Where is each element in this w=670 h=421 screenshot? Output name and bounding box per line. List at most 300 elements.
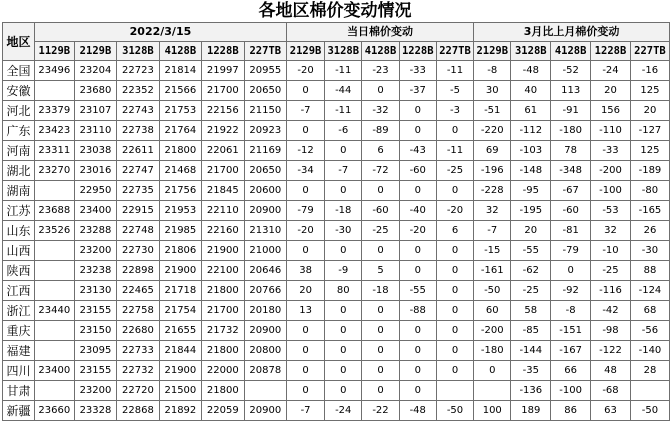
daily-change-cell: 0 (436, 361, 473, 381)
monthly-change-cell: -110 (591, 121, 631, 141)
price-cell: 22868 (117, 401, 159, 421)
daily-change-cell: 0 (436, 321, 473, 341)
daily-change-cell (436, 381, 473, 401)
monthly-change-group-header: 3月比上月棉价变动 (474, 23, 670, 42)
column-header: 4128B (551, 42, 591, 61)
daily-change-group-header: 当日棉价变动 (287, 23, 474, 42)
group-header-row (3, 23, 670, 42)
monthly-change-cell: 156 (591, 101, 631, 121)
price-cell: 22735 (117, 181, 159, 201)
table-row (3, 161, 670, 181)
daily-change-cell: 0 (436, 241, 473, 261)
price-cell: 21985 (159, 221, 201, 241)
column-header: 227TB (436, 42, 473, 61)
price-cell: 22000 (202, 361, 244, 381)
daily-change-cell: 0 (399, 121, 436, 141)
daily-change-cell: 0 (325, 241, 362, 261)
table-row (3, 401, 670, 421)
daily-change-cell: 0 (325, 381, 362, 401)
region-cell: 山西 (3, 241, 35, 261)
region-cell: 四川 (3, 361, 35, 381)
daily-change-cell: 0 (399, 321, 436, 341)
monthly-change-cell: 40 (511, 81, 551, 101)
daily-change-cell: 0 (362, 301, 399, 321)
price-cell: 20650 (244, 161, 286, 181)
region-cell: 湖北 (3, 161, 35, 181)
region-cell: 安徽 (3, 81, 35, 101)
price-cell: 23155 (74, 301, 116, 321)
monthly-change-cell: 88 (630, 261, 669, 281)
monthly-change-cell: -81 (551, 221, 591, 241)
monthly-change-cell: 32 (474, 201, 511, 221)
monthly-change-cell: -30 (630, 241, 669, 261)
monthly-change-cell: 100 (474, 401, 511, 421)
monthly-change-cell: -151 (551, 321, 591, 341)
price-cell: 21953 (159, 201, 201, 221)
monthly-change-cell: -24 (591, 61, 631, 81)
price-cell: 22160 (202, 221, 244, 241)
daily-change-cell: -43 (399, 141, 436, 161)
daily-change-cell: -11 (436, 61, 473, 81)
daily-change-cell: 6 (362, 141, 399, 161)
monthly-change-cell: 125 (630, 141, 669, 161)
daily-change-cell: -11 (325, 101, 362, 121)
daily-change-cell: -7 (287, 401, 325, 421)
daily-change-cell: 0 (325, 141, 362, 161)
daily-change-cell: -60 (362, 201, 399, 221)
price-cell: 20923 (244, 121, 286, 141)
price-cell: 23440 (34, 301, 74, 321)
daily-change-cell: 0 (436, 181, 473, 201)
daily-change-cell: -5 (436, 81, 473, 101)
monthly-change-cell: -180 (551, 121, 591, 141)
monthly-change-cell: -195 (511, 201, 551, 221)
monthly-change-cell: -8 (551, 301, 591, 321)
daily-change-cell: 0 (287, 241, 325, 261)
price-cell: 20646 (244, 261, 286, 281)
daily-change-cell: 0 (325, 361, 362, 381)
price-cell: 21900 (159, 361, 201, 381)
daily-change-cell: -89 (362, 121, 399, 141)
monthly-change-cell: -167 (551, 341, 591, 361)
monthly-change-cell: -92 (551, 281, 591, 301)
monthly-change-cell: -91 (551, 101, 591, 121)
column-header: 1228B (399, 42, 436, 61)
monthly-change-cell: -52 (551, 61, 591, 81)
price-cell: 23526 (34, 221, 74, 241)
daily-change-cell: -6 (325, 121, 362, 141)
daily-change-cell: 80 (325, 281, 362, 301)
region-cell: 江苏 (3, 201, 35, 221)
region-cell: 湖南 (3, 181, 35, 201)
table-row (3, 221, 670, 241)
region-cell: 福建 (3, 341, 35, 361)
region-column-header: 地区 (3, 23, 35, 61)
monthly-change-cell: -60 (551, 201, 591, 221)
region-cell: 新疆 (3, 401, 35, 421)
daily-change-cell: 0 (436, 121, 473, 141)
price-cell: 21800 (159, 141, 201, 161)
region-cell: 广东 (3, 121, 35, 141)
daily-change-cell: 0 (287, 381, 325, 401)
daily-change-cell: 0 (436, 281, 473, 301)
monthly-change-cell: -348 (551, 161, 591, 181)
price-cell: 23038 (74, 141, 116, 161)
monthly-change-cell: 48 (591, 361, 631, 381)
daily-change-cell: -30 (325, 221, 362, 241)
monthly-change-cell: -165 (630, 201, 669, 221)
monthly-change-cell: -127 (630, 121, 669, 141)
monthly-change-cell: -100 (551, 381, 591, 401)
monthly-change-cell: -55 (511, 241, 551, 261)
monthly-change-cell: 66 (551, 361, 591, 381)
column-header: 227TB (244, 42, 286, 61)
cotton-price-table (2, 22, 670, 421)
daily-change-cell: -34 (287, 161, 325, 181)
monthly-change-cell (474, 381, 511, 401)
monthly-change-cell: 26 (630, 221, 669, 241)
monthly-change-cell: -95 (511, 181, 551, 201)
price-cell: 22732 (117, 361, 159, 381)
daily-change-cell: -44 (325, 81, 362, 101)
table-row (3, 241, 670, 261)
price-cell: 23379 (34, 101, 74, 121)
price-cell: 20766 (244, 281, 286, 301)
monthly-change-cell: -85 (511, 321, 551, 341)
daily-change-cell: -50 (436, 401, 473, 421)
monthly-change-cell: -68 (591, 381, 631, 401)
monthly-change-cell: -220 (474, 121, 511, 141)
table-row (3, 61, 670, 81)
column-header: 3128B (117, 42, 159, 61)
price-cell: 21000 (244, 241, 286, 261)
monthly-change-cell: -100 (591, 181, 631, 201)
price-cell: 21150 (244, 101, 286, 121)
price-cell: 20878 (244, 361, 286, 381)
daily-change-cell: -60 (399, 161, 436, 181)
price-cell (34, 381, 74, 401)
column-header: 1228B (591, 42, 631, 61)
daily-change-cell: -20 (287, 221, 325, 241)
daily-change-cell: -33 (399, 61, 436, 81)
price-cell: 21800 (202, 341, 244, 361)
daily-change-cell: 0 (362, 81, 399, 101)
price-cell: 22758 (117, 301, 159, 321)
price-cell: 21997 (202, 61, 244, 81)
monthly-change-cell: -62 (511, 261, 551, 281)
price-cell: 22720 (117, 381, 159, 401)
daily-change-cell: -20 (399, 221, 436, 241)
price-cell: 22611 (117, 141, 159, 161)
price-cell: 20900 (244, 321, 286, 341)
monthly-change-cell: -35 (511, 361, 551, 381)
price-cell: 20650 (244, 81, 286, 101)
daily-change-cell: 0 (287, 121, 325, 141)
daily-change-cell: 0 (287, 321, 325, 341)
daily-change-cell: -32 (362, 101, 399, 121)
column-header: 3128B (325, 42, 362, 61)
daily-change-cell: -23 (362, 61, 399, 81)
monthly-change-cell: -25 (511, 281, 551, 301)
price-cell: 23328 (74, 401, 116, 421)
daily-change-cell: 0 (399, 361, 436, 381)
price-cell: 21900 (202, 241, 244, 261)
price-cell: 23680 (74, 81, 116, 101)
column-header: 4128B (362, 42, 399, 61)
monthly-change-cell: 20 (511, 221, 551, 241)
price-cell: 23107 (74, 101, 116, 121)
region-cell: 山东 (3, 221, 35, 241)
monthly-change-cell: 58 (511, 301, 551, 321)
price-cell: 21845 (202, 181, 244, 201)
region-cell: 河北 (3, 101, 35, 121)
daily-change-cell: -7 (287, 101, 325, 121)
price-cell: 23311 (34, 141, 74, 161)
region-cell: 江西 (3, 281, 35, 301)
price-cell: 23155 (74, 361, 116, 381)
table-row (3, 301, 670, 321)
table-row (3, 321, 670, 341)
daily-change-cell: -25 (362, 221, 399, 241)
daily-change-cell: 0 (399, 261, 436, 281)
price-group-header: 2022/3/15 (34, 23, 286, 42)
price-cell (34, 321, 74, 341)
daily-change-cell: 0 (287, 341, 325, 361)
daily-change-cell: 0 (287, 361, 325, 381)
column-header: 2129B (74, 42, 116, 61)
monthly-change-cell: -16 (630, 61, 669, 81)
monthly-change-cell: -10 (591, 241, 631, 261)
daily-change-cell: -24 (325, 401, 362, 421)
price-cell: 23016 (74, 161, 116, 181)
daily-change-cell: 0 (325, 321, 362, 341)
monthly-change-cell: -148 (511, 161, 551, 181)
daily-change-cell: 0 (399, 101, 436, 121)
price-cell: 22465 (117, 281, 159, 301)
monthly-change-cell: 61 (511, 101, 551, 121)
price-cell: 22730 (117, 241, 159, 261)
monthly-change-cell: 0 (551, 261, 591, 281)
table-row (3, 141, 670, 161)
region-cell: 陕西 (3, 261, 35, 281)
monthly-change-cell: -116 (591, 281, 631, 301)
daily-change-cell: -7 (325, 161, 362, 181)
price-cell: 21718 (159, 281, 201, 301)
monthly-change-cell: -124 (630, 281, 669, 301)
monthly-change-cell: -50 (474, 281, 511, 301)
monthly-change-cell: -42 (591, 301, 631, 321)
daily-change-cell: -3 (436, 101, 473, 121)
column-header: 1228B (202, 42, 244, 61)
daily-change-cell: -40 (399, 201, 436, 221)
price-cell: 23095 (74, 341, 116, 361)
price-cell: 20900 (244, 201, 286, 221)
price-cell: 21700 (202, 301, 244, 321)
daily-change-cell: 0 (399, 381, 436, 401)
daily-change-cell: -25 (436, 161, 473, 181)
price-cell: 22100 (202, 261, 244, 281)
price-cell: 23110 (74, 121, 116, 141)
monthly-change-cell: 78 (551, 141, 591, 161)
daily-change-cell: 0 (436, 301, 473, 321)
table-row (3, 121, 670, 141)
monthly-change-cell: 30 (474, 81, 511, 101)
price-cell: 21800 (202, 381, 244, 401)
monthly-change-cell (630, 381, 669, 401)
price-cell: 21800 (202, 281, 244, 301)
price-cell: 20900 (244, 401, 286, 421)
monthly-change-cell: -140 (630, 341, 669, 361)
daily-change-cell: 0 (399, 341, 436, 361)
price-cell: 21806 (159, 241, 201, 261)
monthly-change-cell: -189 (630, 161, 669, 181)
daily-change-cell: -20 (287, 61, 325, 81)
price-cell: 22950 (74, 181, 116, 201)
daily-change-cell: 38 (287, 261, 325, 281)
price-cell: 22059 (202, 401, 244, 421)
daily-change-cell: -9 (325, 261, 362, 281)
price-cell: 22733 (117, 341, 159, 361)
price-cell: 21814 (159, 61, 201, 81)
price-cell: 21754 (159, 301, 201, 321)
monthly-change-cell: -50 (630, 401, 669, 421)
price-cell: 20180 (244, 301, 286, 321)
price-cell: 23130 (74, 281, 116, 301)
monthly-change-cell: -200 (474, 321, 511, 341)
price-cell: 22156 (202, 101, 244, 121)
column-header: 227TB (630, 42, 669, 61)
monthly-change-cell: -200 (591, 161, 631, 181)
price-cell: 21892 (159, 401, 201, 421)
daily-change-cell: 0 (325, 301, 362, 321)
price-cell: 21700 (202, 81, 244, 101)
report-title: 各地区棉价变动情况 (258, 1, 412, 21)
daily-change-cell: 0 (362, 341, 399, 361)
monthly-change-cell: 125 (630, 81, 669, 101)
monthly-change-cell: 68 (630, 301, 669, 321)
price-cell: 23660 (34, 401, 74, 421)
region-cell: 河南 (3, 141, 35, 161)
price-cell (244, 381, 286, 401)
monthly-change-cell: -8 (474, 61, 511, 81)
daily-change-cell: -22 (362, 401, 399, 421)
price-cell: 22747 (117, 161, 159, 181)
monthly-change-cell: 20 (591, 81, 631, 101)
daily-change-cell: -88 (399, 301, 436, 321)
daily-change-cell: -12 (287, 141, 325, 161)
daily-change-cell: -72 (362, 161, 399, 181)
price-cell: 21900 (159, 261, 201, 281)
daily-change-cell: -48 (399, 401, 436, 421)
monthly-change-cell: -51 (474, 101, 511, 121)
price-cell: 22915 (117, 201, 159, 221)
monthly-change-cell: -56 (630, 321, 669, 341)
table-row (3, 81, 670, 101)
table-row (3, 281, 670, 301)
daily-change-cell: 0 (325, 341, 362, 361)
price-cell: 23688 (34, 201, 74, 221)
price-cell: 23400 (74, 201, 116, 221)
daily-change-cell: -79 (287, 201, 325, 221)
region-cell: 重庆 (3, 321, 35, 341)
table-row (3, 361, 670, 381)
daily-change-cell: 0 (362, 181, 399, 201)
daily-change-cell: -11 (325, 61, 362, 81)
price-cell: 23204 (74, 61, 116, 81)
price-cell: 21468 (159, 161, 201, 181)
price-cell: 22743 (117, 101, 159, 121)
monthly-change-cell: 86 (551, 401, 591, 421)
price-cell: 20955 (244, 61, 286, 81)
daily-change-cell: 0 (362, 321, 399, 341)
price-cell: 23270 (34, 161, 74, 181)
column-header: 4128B (159, 42, 201, 61)
column-header: 1129B (34, 42, 74, 61)
price-cell: 21310 (244, 221, 286, 241)
monthly-change-cell: -7 (474, 221, 511, 241)
monthly-change-cell: -161 (474, 261, 511, 281)
table-row (3, 181, 670, 201)
price-cell: 22738 (117, 121, 159, 141)
table-row (3, 201, 670, 221)
price-cell (34, 281, 74, 301)
monthly-change-cell: 60 (474, 301, 511, 321)
monthly-change-cell: -80 (630, 181, 669, 201)
monthly-change-cell: -103 (511, 141, 551, 161)
price-cell: 21764 (159, 121, 201, 141)
price-cell: 23400 (34, 361, 74, 381)
monthly-change-cell: 113 (551, 81, 591, 101)
price-cell: 23288 (74, 221, 116, 241)
price-cell: 20800 (244, 341, 286, 361)
table-row (3, 381, 670, 401)
price-cell: 22748 (117, 221, 159, 241)
column-header-row (3, 42, 670, 61)
price-cell: 22723 (117, 61, 159, 81)
daily-change-cell: -18 (362, 281, 399, 301)
monthly-change-cell: 189 (511, 401, 551, 421)
price-cell: 21566 (159, 81, 201, 101)
daily-change-cell: 20 (287, 281, 325, 301)
column-header: 2129B (287, 42, 325, 61)
daily-change-cell: 0 (362, 241, 399, 261)
price-cell: 23238 (74, 261, 116, 281)
monthly-change-cell: -15 (474, 241, 511, 261)
daily-change-cell: 0 (399, 241, 436, 261)
price-cell: 21753 (159, 101, 201, 121)
daily-change-cell: 0 (362, 361, 399, 381)
monthly-change-cell: -112 (511, 121, 551, 141)
daily-change-cell: 0 (399, 181, 436, 201)
monthly-change-cell: -98 (591, 321, 631, 341)
monthly-change-cell: -67 (551, 181, 591, 201)
price-cell: 22110 (202, 201, 244, 221)
price-cell: 22680 (117, 321, 159, 341)
daily-change-cell: 0 (287, 81, 325, 101)
daily-change-cell: 0 (436, 261, 473, 281)
price-cell (34, 181, 74, 201)
price-cell (34, 241, 74, 261)
price-cell: 23496 (34, 61, 74, 81)
price-cell: 21844 (159, 341, 201, 361)
price-cell (34, 81, 74, 101)
monthly-change-cell: -136 (511, 381, 551, 401)
monthly-change-cell: -79 (551, 241, 591, 261)
monthly-change-cell: 63 (591, 401, 631, 421)
monthly-change-cell: 20 (630, 101, 669, 121)
price-cell: 23423 (34, 121, 74, 141)
price-cell (34, 261, 74, 281)
